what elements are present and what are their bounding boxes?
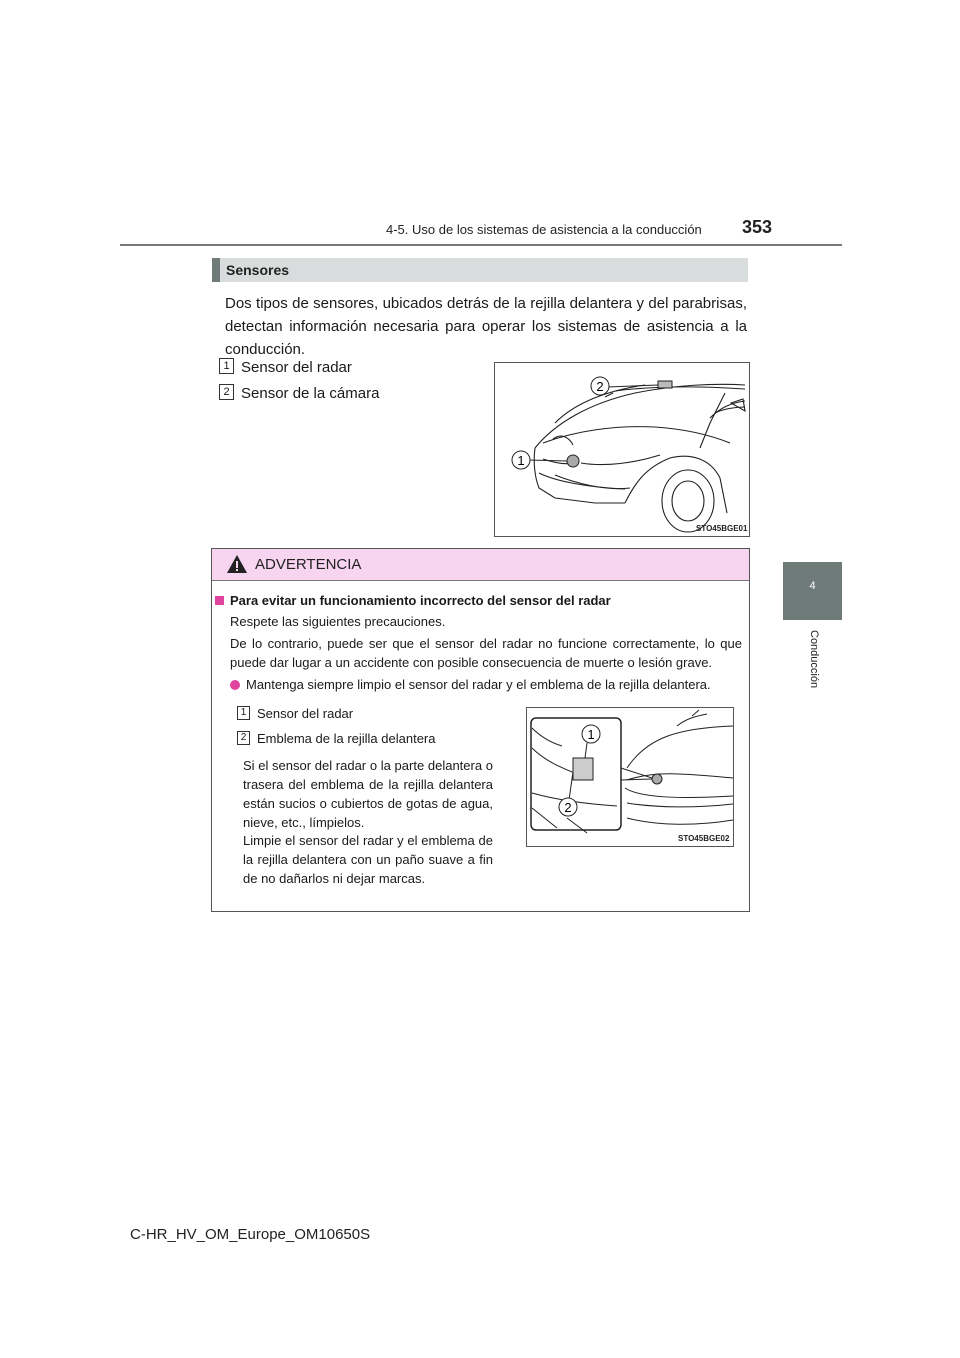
page-number: 353 [742,217,773,237]
item-label: Emblema de la rejilla delantera [257,731,436,746]
warning-line: Respete las siguientes precauciones. [230,614,446,629]
figure-code: STO45BGE01 [696,524,748,533]
document-id: C-HR_HV_OM_Europe_OM10650S [130,1226,371,1243]
cleaning-instructions: Limpie el sensor del radar y el emblema de la rejilla delantera con un paño suave a fin de no dañarlos ni dejar marcas. [243,833,493,886]
callout-label: 2 [564,800,572,815]
header-divider [120,244,842,246]
car-sensors-figure [494,362,750,537]
item-number-box: 2 [237,731,250,745]
warning-triangle-icon [226,554,248,574]
item-label: Sensor del radar [257,706,354,721]
square-bullet-icon [215,596,224,605]
cleaning-paragraph: Si el sensor del radar o la parte delantera o trasera del emblema de la rejilla delantera están sucios o cubiertos de gotas de agua, nieve, etc., límpielos. [243,758,493,830]
chapter-number: 4 [809,580,816,592]
warning-paragraph: De lo contrario, puede ser que el sensor del radar no funcione correctamente, lo que puede dar lugar a un accidente con posible consecuencia de muerte o lesión grave. [230,636,742,670]
grille-emblem-figure [526,707,734,847]
item-number-box: 1 [237,706,250,720]
chapter-label: Conducción [808,630,820,689]
item-number-box: 2 [219,384,234,400]
item-label: Sensor del radar [241,359,352,376]
grille-emblem-illustration [527,708,733,846]
callout-label: 1 [587,727,595,742]
item-label: Sensor de la cámara [241,385,380,402]
circle-bullet-icon [230,680,240,690]
warning-heading [215,591,745,610]
section-heading-accent [212,258,220,282]
intro-paragraph: Dos tipos de sensores, ubicados detrás de la rejilla delantera y del parabrisas, detectan información necesaria para operar los sistemas de asistencia a la conducción. [225,295,747,358]
car-front-illustration [495,363,749,536]
section-title: Sensores [226,262,290,278]
callout-label: 2 [596,379,604,394]
section-heading-bar [212,258,748,282]
running-header: 4-5. Uso de los sistemas de asistencia a la conducción [386,222,702,237]
callout-label: 1 [517,453,525,468]
warning-bullet [230,675,745,694]
warning-bullet-text: Mantenga siempre limpio el sensor del radar y el emblema de la rejilla delantera. [246,677,711,692]
warning-heading-text: Para evitar un funcionamiento incorrecto del sensor del radar [230,593,611,608]
figure-code: STO45BGE02 [678,834,730,843]
item-number-box: 1 [219,358,234,374]
warning-title: ADVERTENCIA [255,556,362,573]
